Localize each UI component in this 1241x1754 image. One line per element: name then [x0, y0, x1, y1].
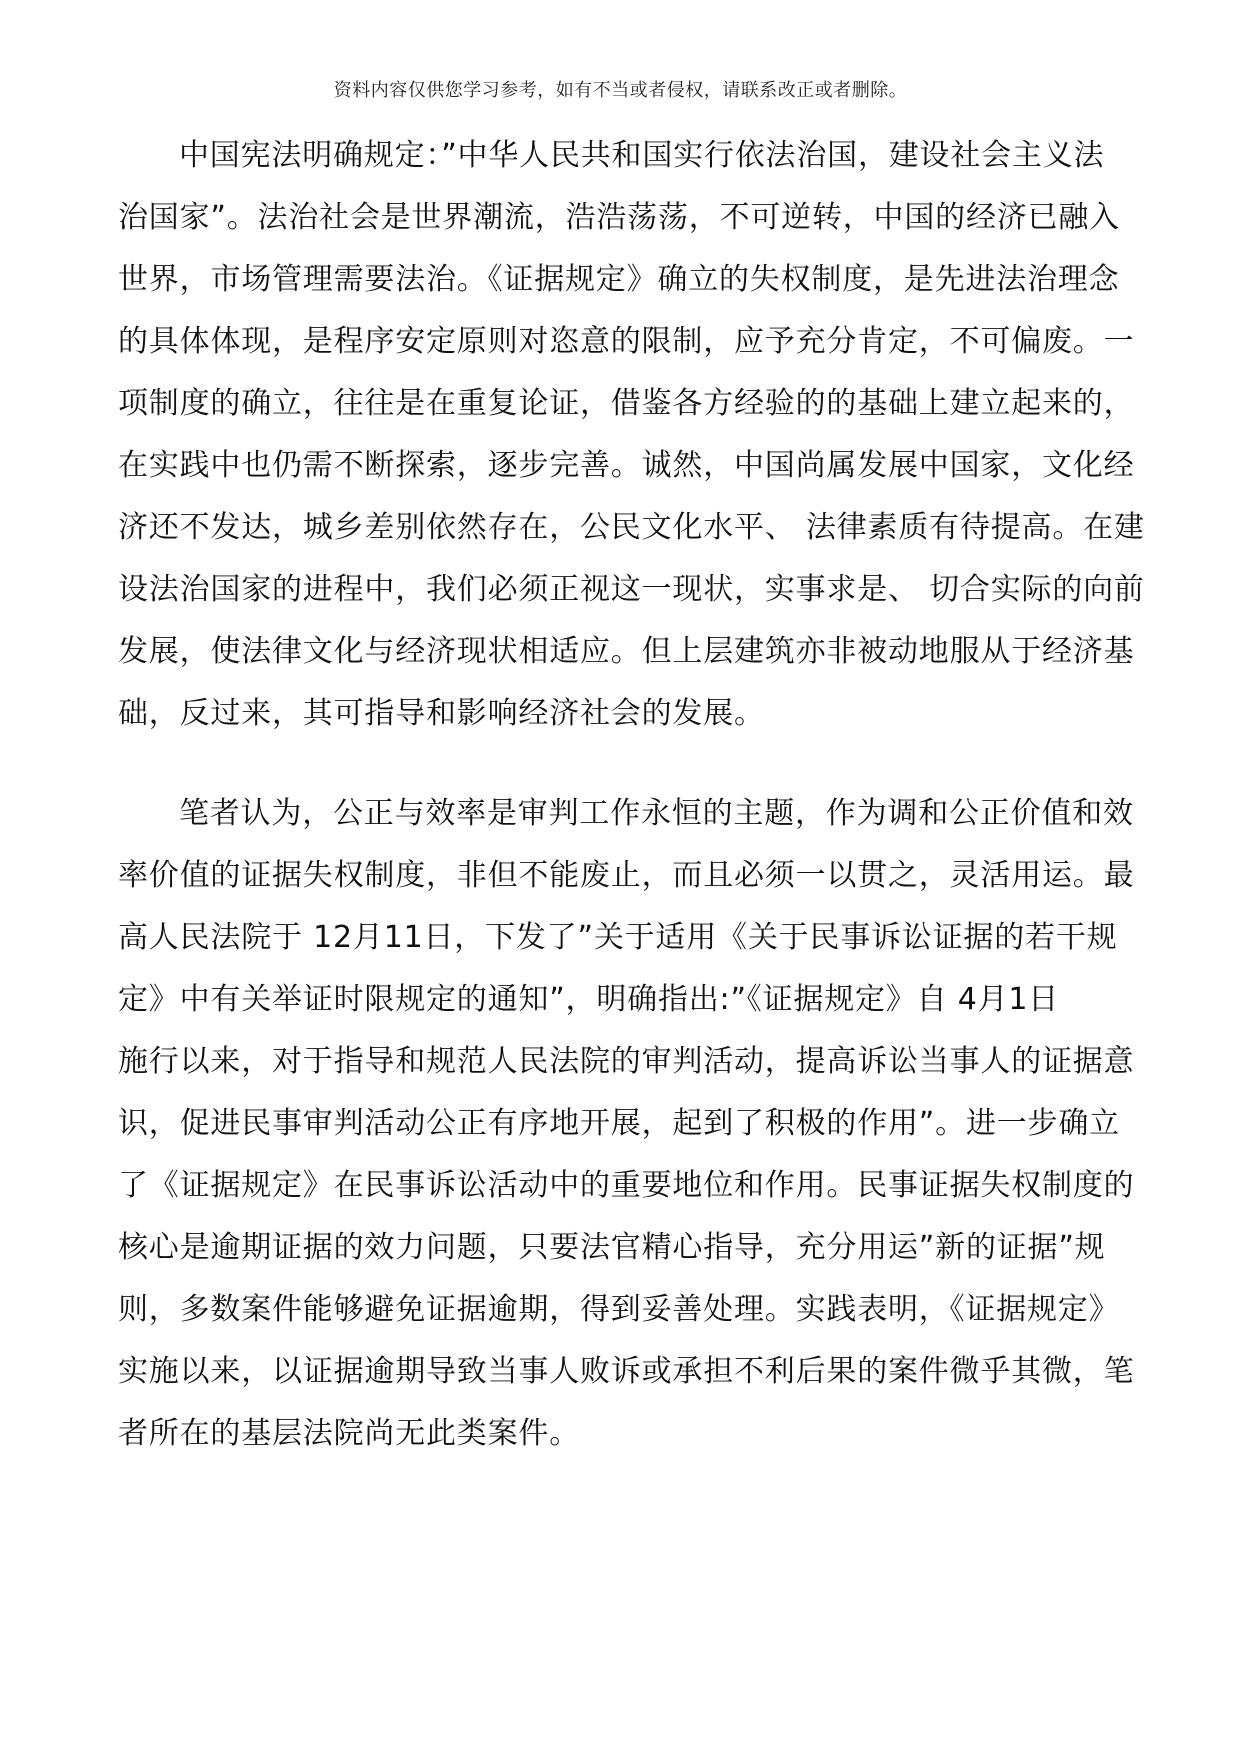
paragraph-2-line-6: 识，促进民事审判活动公正有序地开展，起到了积极的作用”。进一步确立 [118, 1106, 1120, 1141]
paragraph-2-line-1: 笔者认为，公正与效率是审判工作永恒的主题，作为调和公正价值和效 [179, 796, 1134, 831]
paragraph-1-line-5: 项制度的确立，往往是在重复论证，借鉴各方经验的的基础上建立起来的， [118, 386, 1135, 421]
paragraph-1-line-10: 础，反过来，其可指导和影响经济社会的发展。 [118, 696, 765, 731]
paragraph-1-line-2: 治国家”。法治社会是世界潮流，浩浩荡荡，不可逆转，中国的经济已融入 [118, 200, 1120, 235]
paragraph-2-line-4: 定》中有关举证时限规定的通知”，明确指出:”《证据规定》自 4月1日 [118, 982, 1060, 1017]
paragraph-1-line-7: 济还不发达，城乡差别依然存在，公民文化水平、 法律素质有待提高。在建 [118, 510, 1145, 545]
paragraph-1-line-6: 在实践中也仍需不断探索，逐步完善。诚然，中国尚属发展中国家，文化经 [118, 448, 1135, 483]
paragraph-1-line-4: 的具体体现，是程序安定原则对恣意的限制，应予充分肯定，不可偏废。一 [118, 324, 1135, 359]
paragraph-1-line-3: 世界，市场管理需要法治。《证据规定》确立的失权制度，是先进法治理念 [118, 262, 1120, 297]
disclaimer-header: 资料内容仅供您学习参考，如有不当或者侵权，请联系改正或者删除。 [333, 80, 908, 101]
paragraph-2-line-3: 高人民法院于 12月11日，下发了”关于适用《关于民事诉讼证据的若干规 [118, 920, 1118, 955]
paragraph-2-line-5: 施行以来，对于指导和规范人民法院的审判活动，提高诉讼当事人的证据意 [118, 1044, 1135, 1079]
paragraph-1-line-8: 设法治国家的进程中，我们必须正视这一现状，实事求是、 切合实际的向前 [118, 572, 1145, 607]
paragraph-2-line-9: 则，多数案件能够避免证据逾期，得到妥善处理。实践表明，《证据规定》 [118, 1292, 1120, 1327]
paragraph-2-line-2: 率价值的证据失权制度，非但不能废止，而且必须一以贯之，灵活用运。最 [118, 858, 1135, 893]
paragraph-1-line-9: 发展，使法律文化与经济现状相适应。但上层建筑亦非被动地服从于经济基 [118, 634, 1135, 669]
paragraph-2-line-10: 实施以来，以证据逾期导致当事人败诉或承担不利后果的案件微乎其微，笔 [118, 1354, 1135, 1389]
paragraph-2-line-7: 了《证据规定》在民事诉讼活动中的重要地位和作用。民事证据失权制度的 [118, 1168, 1135, 1203]
paragraph-2-line-8: 核心是逾期证据的效力问题，只要法官精心指导，充分用运”新的证据”规 [118, 1230, 1106, 1265]
paragraph-1-line-1: 中国宪法明确规定：”中华人民共和国实行依法治国，建设社会主义法 [179, 138, 1105, 173]
paragraph-2-line-11: 者所在的基层法院尚无此类案件。 [118, 1416, 580, 1451]
